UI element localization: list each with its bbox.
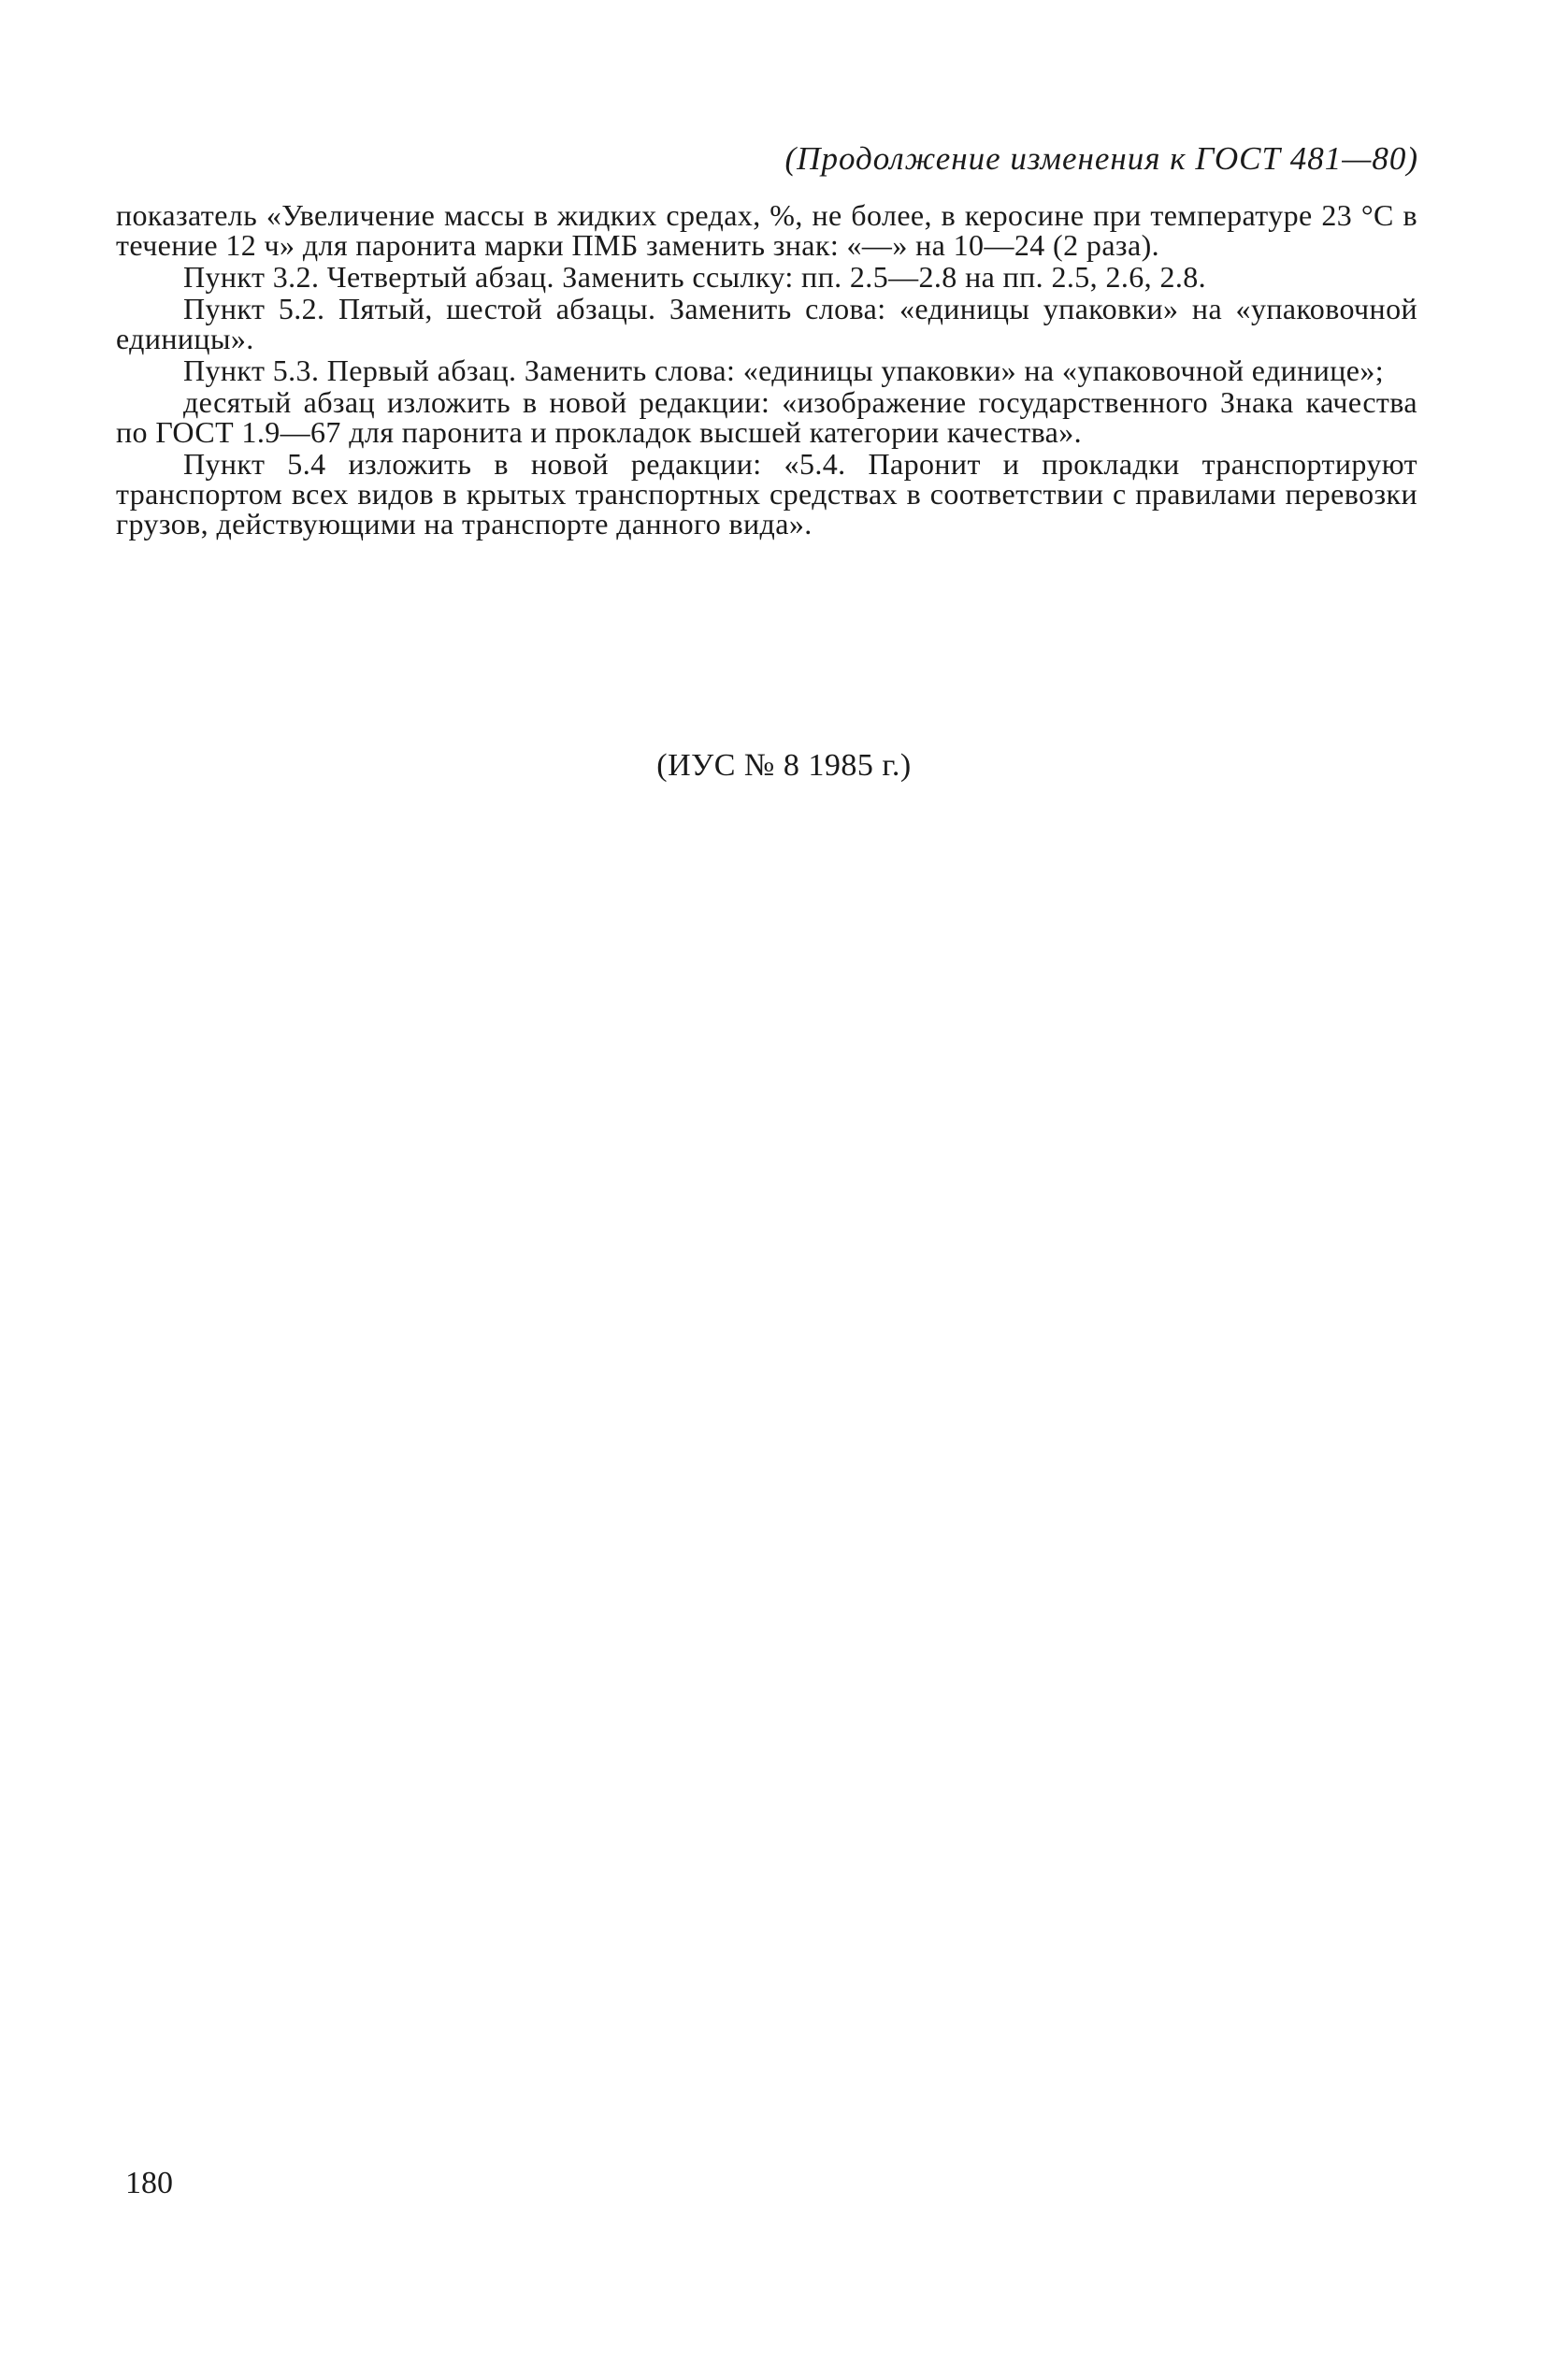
paragraph-item-5-2: Пункт 5.2. Пятый, шестой абзацы. Заменить слова: «единицы упаковки» на «упаковочной единицы». [116,292,1417,355]
paragraph-tenth-para: десятый абзац изложить в новой редакции: «изображение государственного Знака качества по ГОСТ 1.9—67 для паронита и прокладок высшей категории качества». [116,385,1417,449]
page-number: 180 [125,2166,173,2200]
amendment-text [116,200,1417,541]
paragraph-kerosene-indicator: показатель «Увеличение массы в жидких средах, %, не более, в керосине при температуре 23 °С в течение 12 ч» для паронита марки ПМБ заменить знак: «—» на 10—24 (2 раза). [116,198,1417,262]
paragraph-item-5-3: Пункт 5.3. Первый абзац. Заменить слова: «единицы упаковки» на «упаковочной единице»; [183,353,1385,387]
running-header: (Продолжение изменения к ГОСТ 481—80) [784,140,1418,177]
paragraph-item-5-4: Пункт 5.4 изложить в новой редакции: «5.4. Паронит и прокладки транспортируют транспортом всех видов в крытых транспортных средствах в соответствии с правилами перевозки грузов, действующими на транспорте данного вида». [116,447,1417,541]
source-note: (ИУС № 8 1985 г.) [656,748,912,783]
paragraph-item-3-2: Пункт 3.2. Четвертый абзац. Заменить ссылку: пп. 2.5—2.8 на пп. 2.5, 2.6, 2.8. [183,260,1207,294]
